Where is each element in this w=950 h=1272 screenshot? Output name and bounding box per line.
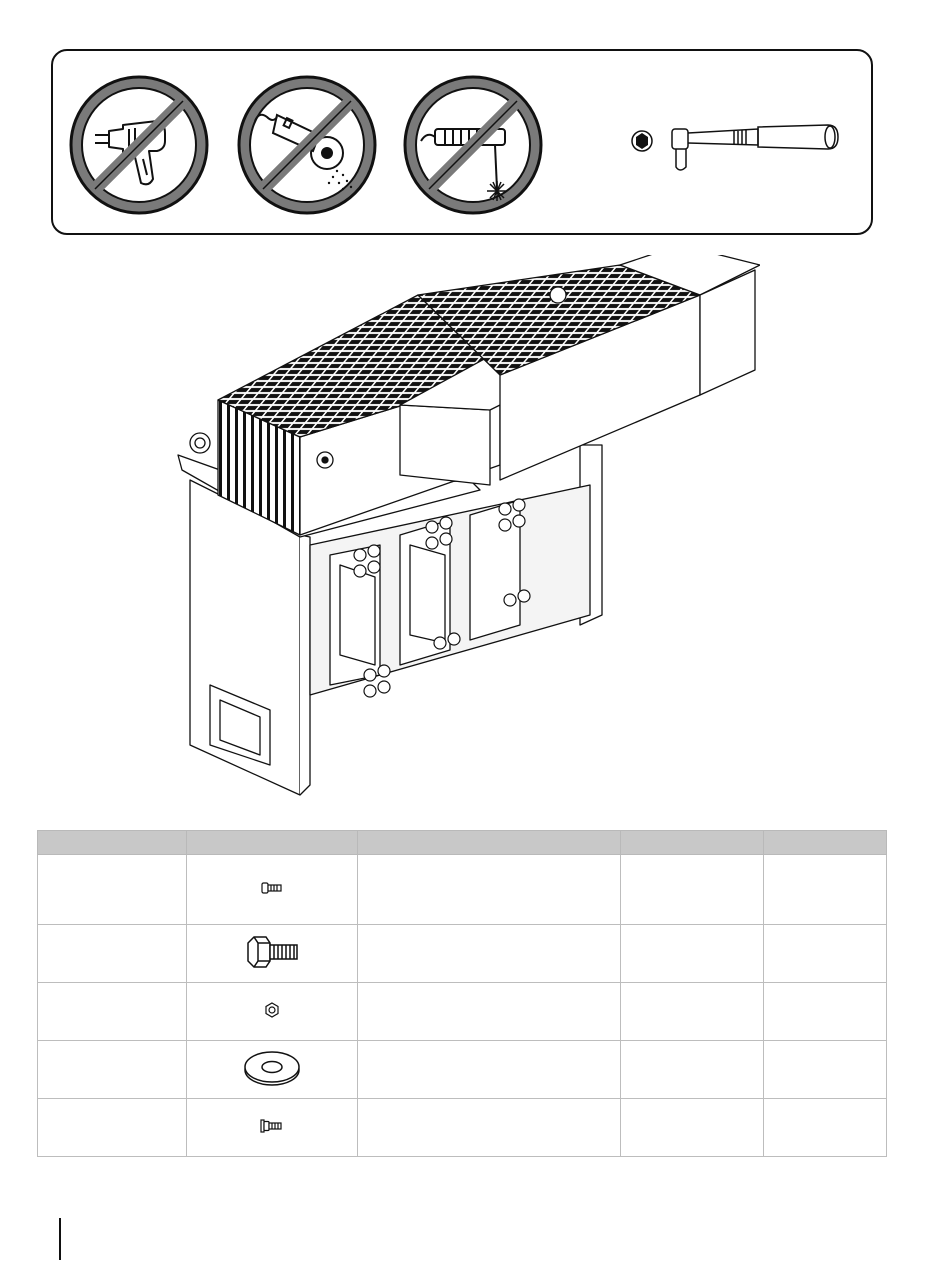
table-cell-image xyxy=(187,925,358,983)
hex-socket-wrench-icon xyxy=(628,115,843,179)
header-cell xyxy=(621,831,764,855)
table-cell xyxy=(38,1099,187,1157)
table-row xyxy=(38,1099,887,1157)
table-cell-image xyxy=(187,1099,358,1157)
table-cell xyxy=(764,855,887,925)
flat-washer-icon xyxy=(242,1048,302,1088)
table-cell xyxy=(38,1041,187,1099)
busbar-elbow-assembly-illustration xyxy=(170,255,760,800)
table-row xyxy=(38,855,887,925)
small-hex-bolt-icon xyxy=(260,881,284,895)
table-cell-image xyxy=(187,855,358,925)
large-hex-bolt-icon xyxy=(244,935,300,969)
table-cell xyxy=(38,855,187,925)
table-cell xyxy=(358,1041,621,1099)
parts-table xyxy=(37,830,887,1157)
header-cell xyxy=(38,831,187,855)
table-cell xyxy=(764,1041,887,1099)
table-row xyxy=(38,925,887,983)
table-cell xyxy=(358,983,621,1041)
table-cell xyxy=(764,1099,887,1157)
header-cell xyxy=(358,831,621,855)
no-welding-icon xyxy=(399,71,547,219)
table-cell xyxy=(621,925,764,983)
table-cell xyxy=(764,983,887,1041)
table-cell xyxy=(764,925,887,983)
table-cell-image xyxy=(187,1041,358,1099)
header-cell xyxy=(764,831,887,855)
hex-nut-icon xyxy=(265,1002,279,1018)
warning-panel xyxy=(51,49,873,235)
table-cell xyxy=(621,1041,764,1099)
no-grinder-icon xyxy=(233,71,381,219)
page-margin-marker xyxy=(59,1218,61,1260)
table-row xyxy=(38,1041,887,1099)
table-cell xyxy=(358,1099,621,1157)
table-cell xyxy=(621,983,764,1041)
table-cell xyxy=(38,983,187,1041)
small-flange-bolt-icon xyxy=(260,1119,284,1133)
table-cell xyxy=(358,855,621,925)
table-cell xyxy=(621,1099,764,1157)
header-cell xyxy=(187,831,358,855)
table-cell xyxy=(358,925,621,983)
table-row xyxy=(38,983,887,1041)
table-cell-image xyxy=(187,983,358,1041)
table-cell xyxy=(621,855,764,925)
no-drill-icon xyxy=(65,71,213,219)
table-cell xyxy=(38,925,187,983)
table-header-row xyxy=(38,831,887,855)
